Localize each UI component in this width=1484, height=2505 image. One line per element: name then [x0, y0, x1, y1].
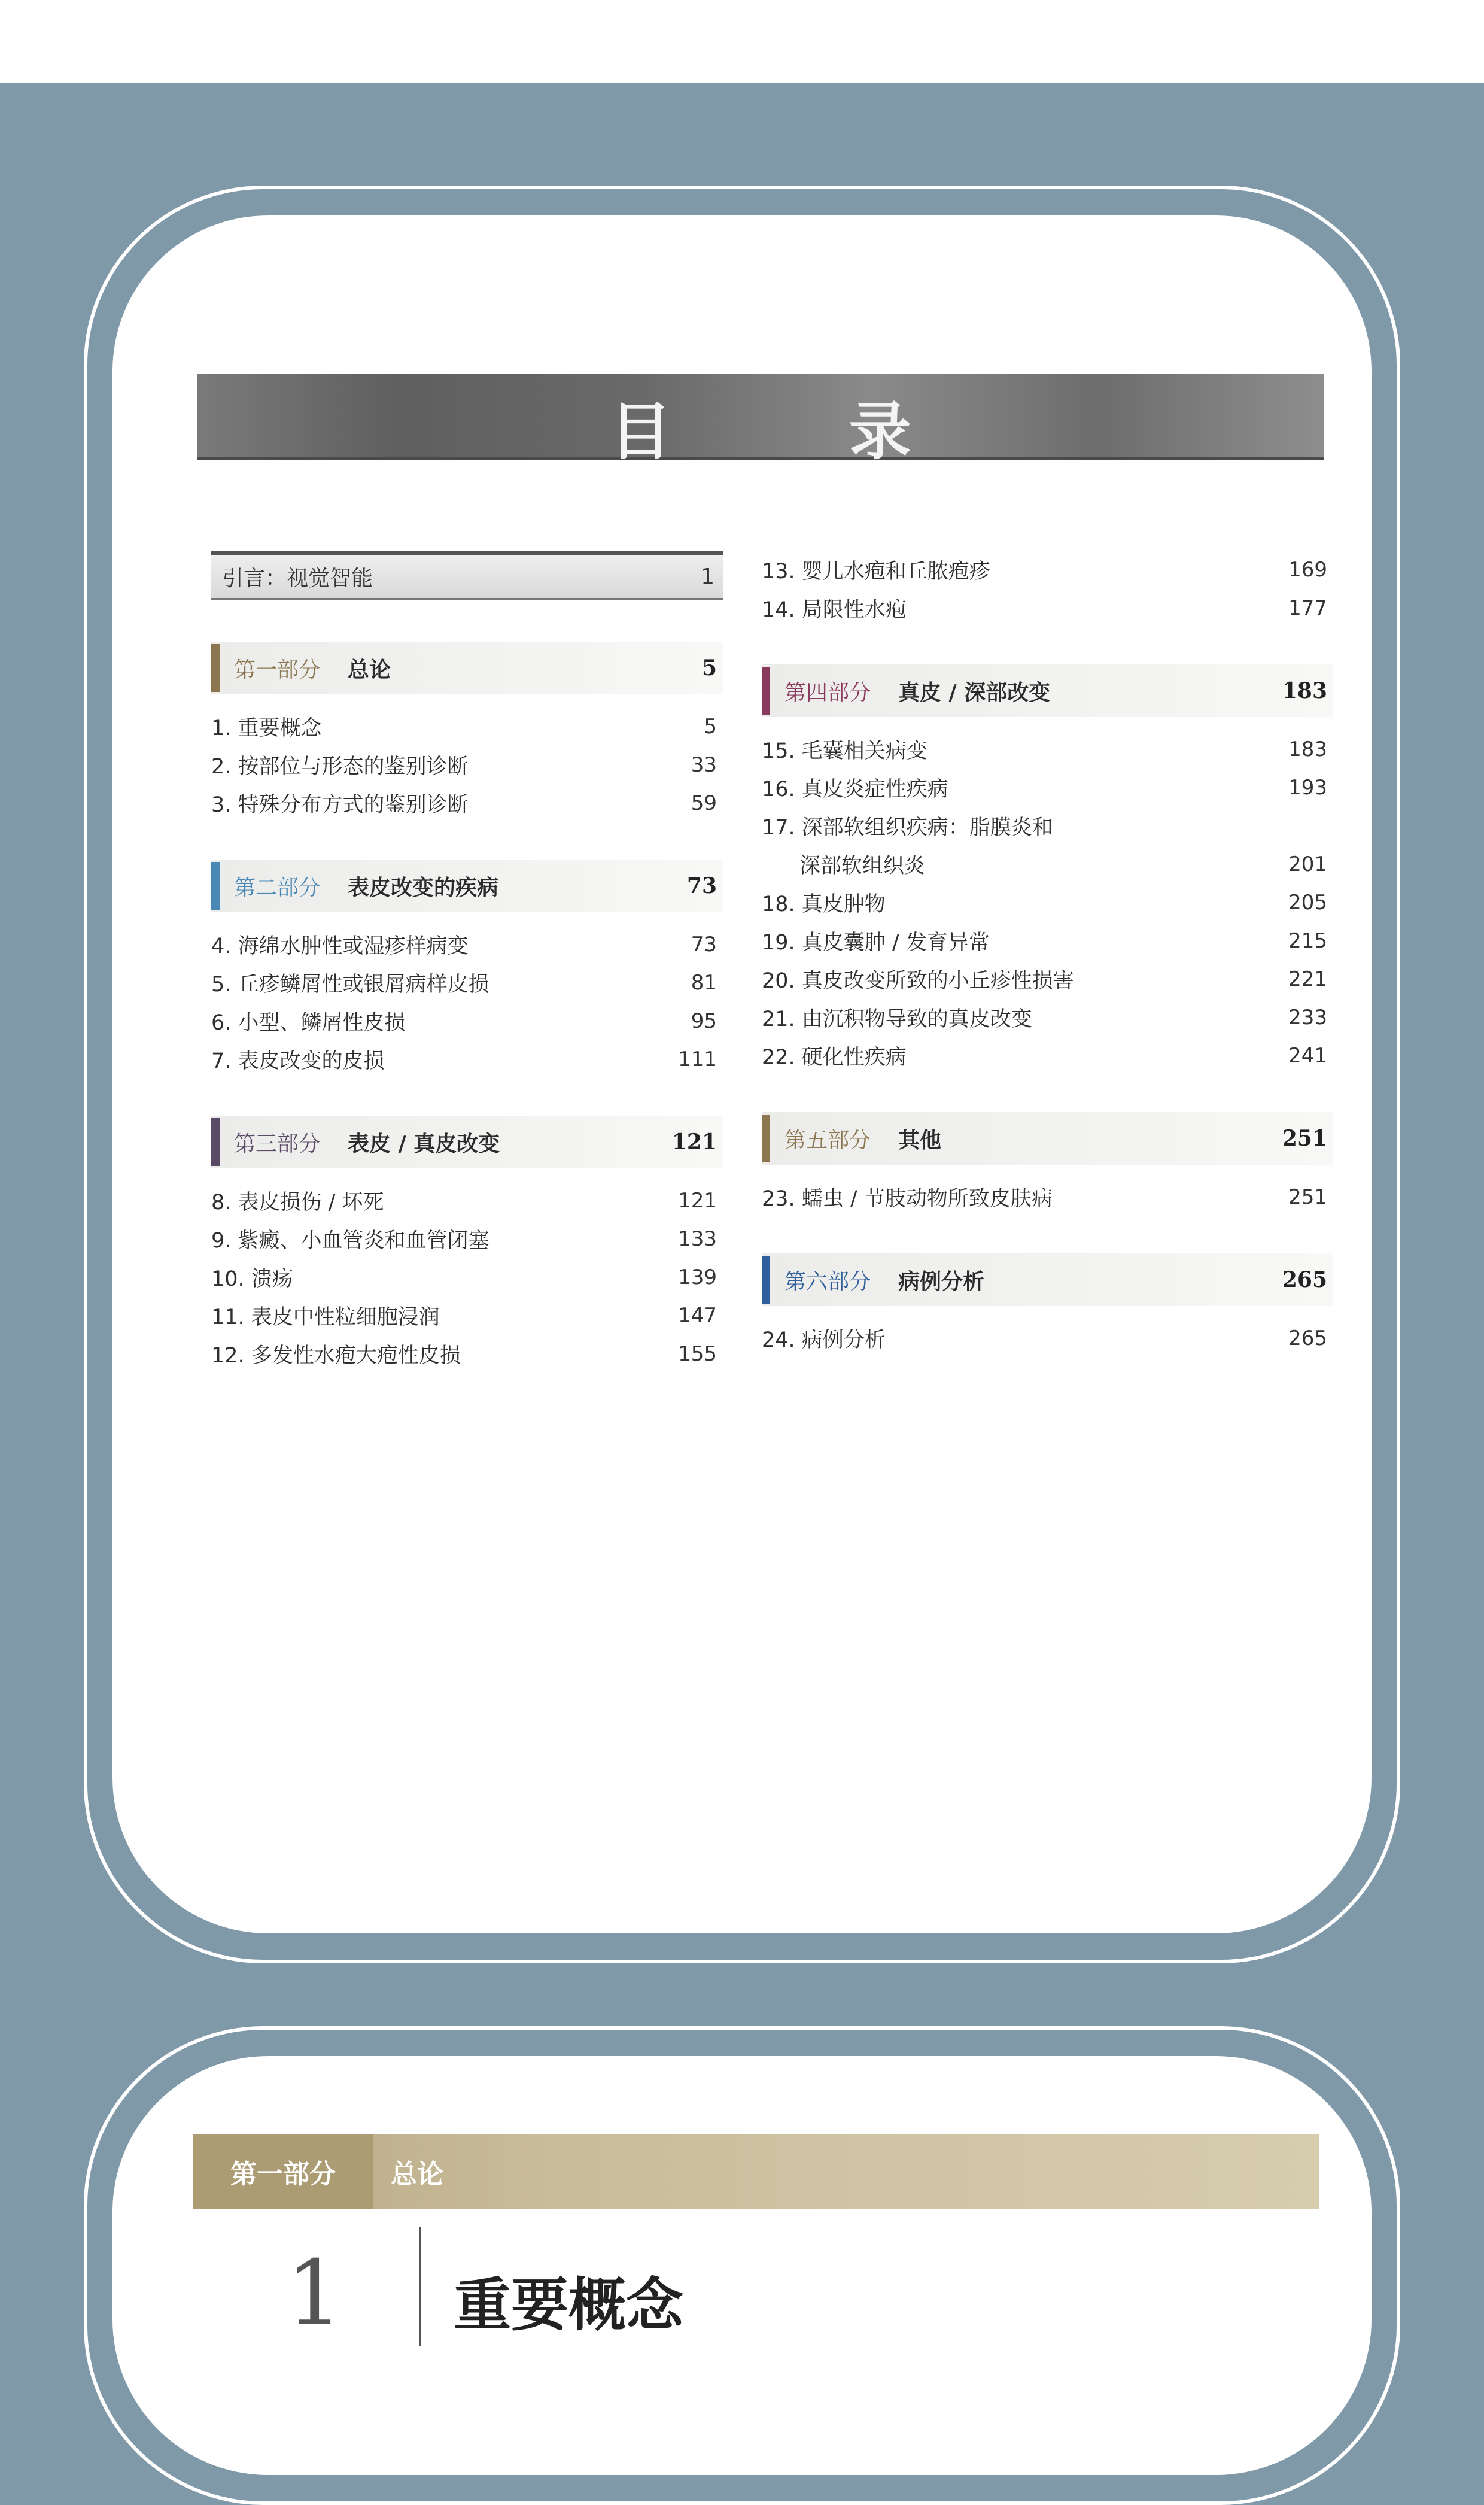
toc-entry[interactable]: [762, 922, 1333, 960]
toc-entry[interactable]: [762, 1037, 1333, 1075]
toc-entry[interactable]: [762, 730, 1333, 769]
toc-entry[interactable]: [211, 1002, 723, 1040]
entry-page: 133: [678, 1227, 717, 1251]
entry-page: 139: [678, 1265, 717, 1289]
entry-title: 21. 由沉积物导致的真皮改变: [762, 1007, 1032, 1031]
chapter-divider: [419, 2227, 421, 2346]
part-title: 总论: [348, 657, 391, 682]
entry-page: 221: [1288, 967, 1327, 991]
part-color-bar: [762, 1256, 770, 1304]
entry-page: 233: [1288, 1006, 1327, 1030]
part-label: 第四部分: [784, 680, 871, 705]
entry-title: 8. 表皮损伤 / 坏死: [211, 1191, 384, 1214]
entry-page: 193: [1288, 776, 1327, 800]
entry-title: 11. 表皮中性粒细胞浸润: [211, 1305, 440, 1329]
part-page: 183: [1282, 678, 1327, 703]
toc-entry[interactable]: [762, 845, 1333, 883]
toc-entry[interactable]: [211, 1296, 723, 1335]
entry-title: 1. 重要概念: [211, 716, 322, 740]
part-title: 其他: [898, 1128, 942, 1153]
entry-title: 22. 硬化性疾病: [762, 1046, 907, 1070]
toc-title-bar: [197, 374, 1324, 468]
toc-entry[interactable]: [211, 1040, 723, 1079]
part-color-bar: [211, 1118, 220, 1166]
entry-page: 5: [704, 715, 717, 739]
toc-entry[interactable]: [211, 964, 723, 1002]
part-banner-label: 第一部分: [193, 2134, 373, 2209]
part-page: 251: [1282, 1126, 1327, 1151]
entry-page: 121: [678, 1189, 717, 1213]
entry-page: 251: [1288, 1185, 1327, 1209]
entry-page: 111: [678, 1047, 717, 1071]
toc-entry[interactable]: [762, 883, 1333, 922]
entry-title: 4. 海绵水肿性或湿疹样病变: [211, 934, 469, 958]
part-page: 265: [1282, 1267, 1327, 1292]
top-white-strip: [0, 0, 1484, 83]
entry-page: 215: [1288, 929, 1327, 953]
toc-right-column: [762, 551, 1333, 1358]
part-page: 73: [686, 873, 717, 898]
toc-entry[interactable]: [211, 925, 723, 964]
entry-page: 155: [678, 1342, 717, 1366]
toc-entry[interactable]: [762, 1178, 1333, 1216]
part-page: 5: [701, 655, 717, 681]
entry-title: 6. 小型、鳞屑性皮损: [211, 1011, 406, 1035]
toc-intro-page: 1: [701, 564, 714, 589]
entry-page: 201: [1288, 852, 1327, 876]
entry-title: 12. 多发性水疱大疱性皮损: [211, 1344, 461, 1368]
toc-left-column: [211, 551, 723, 1373]
entry-title: 15. 毛囊相关病变: [762, 739, 928, 763]
toc-entry[interactable]: [762, 589, 1333, 627]
toc-entry[interactable]: [211, 1335, 723, 1373]
toc-entry[interactable]: [762, 1319, 1333, 1358]
entry-title: 23. 蠕虫 / 节肢动物所致皮肤病: [762, 1187, 1053, 1211]
entry-title: 5. 丘疹鳞屑性或银屑病样皮损: [211, 973, 489, 997]
section-spacer: [762, 1216, 1333, 1253]
entry-title: 深部软组织炎: [799, 854, 926, 878]
entry-title: 3. 特殊分布方式的鉴别诊断: [211, 793, 469, 817]
part-title: 病例分析: [898, 1269, 985, 1294]
entry-title: 7. 表皮改变的皮损: [211, 1049, 385, 1073]
toc-card: [112, 215, 1372, 1933]
entry-title: 18. 真皮肿物: [762, 892, 886, 916]
entry-page: 95: [691, 1009, 717, 1033]
part-title: 表皮 / 真皮改变: [348, 1131, 500, 1156]
entry-title: 13. 婴儿水疱和丘脓疱疹: [762, 560, 990, 584]
entry-title: 2. 按部位与形态的鉴别诊断: [211, 755, 469, 779]
entry-page: 241: [1288, 1044, 1327, 1068]
part-label: 第五部分: [784, 1128, 871, 1153]
entry-page: 177: [1288, 596, 1327, 620]
part-title: 表皮改变的疾病: [348, 875, 499, 900]
part-color-bar: [762, 1115, 770, 1162]
toc-entry[interactable]: [762, 551, 1333, 589]
entry-page: 169: [1288, 558, 1327, 582]
part-label: 第三部分: [234, 1131, 321, 1156]
part-banner: [193, 2134, 1319, 2209]
toc-part-heading[interactable]: [762, 1112, 1333, 1165]
toc-entry[interactable]: [211, 708, 723, 746]
entry-page: 33: [691, 753, 717, 777]
entry-title: 14. 局限性水疱: [762, 598, 907, 622]
section-spacer: [762, 627, 1333, 664]
chapter-title: 重要概念: [454, 2271, 683, 2339]
toc-entry[interactable]: [762, 960, 1333, 998]
toc-intro-label: 引言：视觉智能: [222, 566, 373, 591]
toc-entry[interactable]: [211, 784, 723, 822]
toc-part-heading[interactable]: [211, 642, 723, 694]
part-banner-title: 总论: [391, 2158, 443, 2190]
toc-part-heading[interactable]: [211, 860, 723, 912]
part-color-bar: [762, 667, 770, 715]
toc-entry[interactable]: [211, 746, 723, 784]
part-label: 第六部分: [784, 1269, 871, 1294]
entry-title: 16. 真皮炎症性疾病: [762, 778, 948, 801]
toc-intro[interactable]: [211, 551, 723, 600]
entry-page: 81: [691, 971, 717, 995]
toc-entry[interactable]: [211, 1182, 723, 1220]
entry-title: 9. 紫癜、小血管炎和血管闭塞: [211, 1229, 489, 1253]
entry-page: 59: [691, 791, 717, 815]
toc-part-heading[interactable]: [211, 1116, 723, 1168]
entry-title: 20. 真皮改变所致的小丘疹性损害: [762, 969, 1074, 993]
chapter-card: [112, 2056, 1372, 2475]
entry-title: 19. 真皮囊肿 / 发育异常: [762, 931, 990, 955]
part-color-bar: [211, 644, 220, 692]
toc-part-heading[interactable]: [762, 664, 1333, 717]
part-label: 第二部分: [234, 875, 321, 900]
entry-page: 183: [1288, 737, 1327, 761]
toc-entry[interactable]: [211, 1258, 723, 1296]
part-page: 121: [671, 1129, 717, 1155]
section-spacer: [211, 822, 723, 860]
toc-entry[interactable]: [762, 769, 1333, 807]
toc-entry[interactable]: [762, 807, 1333, 845]
part-title: 真皮 / 深部改变: [898, 680, 1051, 705]
toc-right-list: [762, 551, 1333, 1358]
toc-part-heading[interactable]: [762, 1253, 1333, 1306]
section-spacer: [211, 1079, 723, 1116]
toc-entry[interactable]: [762, 998, 1333, 1037]
entry-title: 10. 溃疡: [211, 1267, 293, 1291]
entry-page: 265: [1288, 1326, 1327, 1350]
toc-title: 目 录: [609, 394, 989, 468]
entry-title: 17. 深部软组织疾病：脂膜炎和: [762, 816, 1053, 840]
toc-entry[interactable]: [211, 1220, 723, 1258]
entry-page: 73: [691, 933, 717, 957]
part-label: 第一部分: [234, 657, 321, 682]
entry-page: 147: [678, 1304, 717, 1328]
toc-left-list: [211, 642, 723, 1373]
entry-title: 24. 病例分析: [762, 1328, 886, 1352]
entry-page: 205: [1288, 891, 1327, 915]
section-spacer: [762, 1075, 1333, 1112]
part-color-bar: [211, 862, 220, 910]
chapter-number: 1: [286, 2242, 343, 2346]
